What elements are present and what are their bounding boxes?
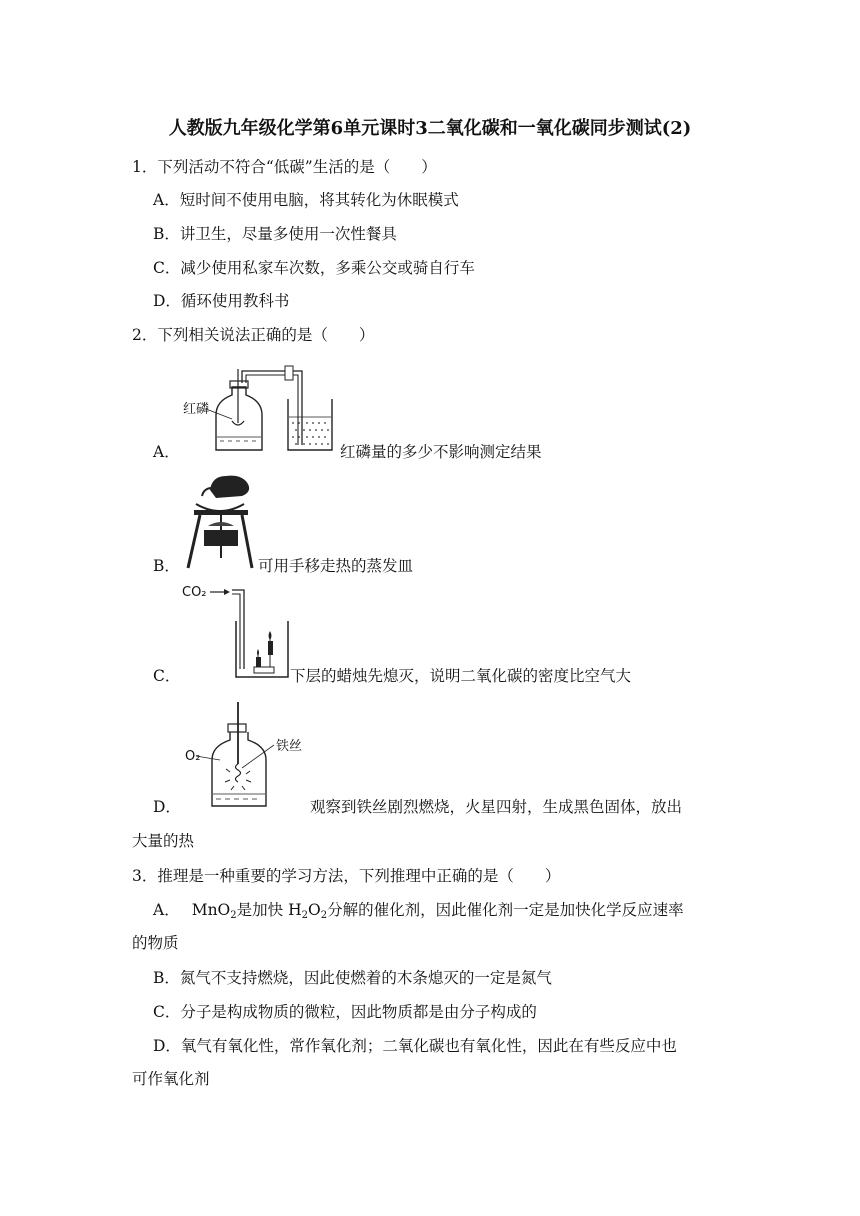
iron-wire-label: 铁丝 <box>276 739 303 754</box>
option-a-mid: 是加快 H <box>236 901 302 919</box>
question-1-stem: 1．下列活动不符合“低碳”生活的是（ ） <box>132 158 437 176</box>
question-3-option-d-continued: 可作氧化剂 <box>132 1070 210 1088</box>
question-3-stem: 3．推理是一种重要的学习方法，下列推理中正确的是（ ） <box>132 867 561 885</box>
question-2-option-d-letter: D． <box>153 798 181 816</box>
question-2-option-c-letter: C． <box>153 667 181 685</box>
question-1-option-a: A．短时间不使用电脑，将其转化为休眠模式 <box>153 191 459 209</box>
question-3-option-b: B．氮气不支持燃烧，因此使燃着的木条熄灭的一定是氮气 <box>153 969 552 987</box>
question-2-option-c-text: 下层的蜡烛先熄灭，说明二氧化碳的密度比空气大 <box>290 667 632 685</box>
question-3-option-a-continued: 的物质 <box>132 934 179 952</box>
question-3-option-c: C．分子是构成物质的微粒，因此物质都是由分子构成的 <box>153 1003 537 1021</box>
option-a-rest: 分解的催化剂，因此催化剂一定是加快化学反应速率 <box>327 901 684 919</box>
question-2-option-d-text: 观察到铁丝剧烈燃烧，火星四射，生成黑色固体，放出 <box>310 798 683 816</box>
question-2-stem: 2．下列相关说法正确的是（ ） <box>132 326 375 344</box>
question-2-option-a-letter: A． <box>153 443 180 461</box>
question-1-option-d: D．循环使用教科书 <box>153 292 290 310</box>
question-1-option-b: B．讲卫生，尽量多使用一次性餐具 <box>153 225 397 243</box>
hand-evaporating-dish-figure <box>182 470 258 574</box>
iron-wire-oxygen-figure <box>180 698 310 810</box>
question-3-option-a: A． MnO$_2$是加快 $H_2O_2$分解的催化剂，因此催化剂一定是加快化学反应速率 <box>153 901 684 921</box>
question-2-option-b-text: 可用手移走热的蒸发皿 <box>258 557 414 575</box>
o2-label: O₂ <box>185 749 201 764</box>
question-2-option-d-text-continued: 大量的热 <box>132 832 195 850</box>
red-phosphorus-label: 红磷 <box>183 402 210 417</box>
co2-label: CO₂ <box>182 585 207 600</box>
question-1-option-c: C．减少使用私家车次数，多乘公交或骑自行车 <box>153 259 475 277</box>
question-2-option-a-text: 红磷量的多少不影响测定结果 <box>340 443 542 461</box>
question-2-option-b-letter: B． <box>153 557 180 575</box>
question-3-option-d: D．氧气有氧化性，常作氧化剂；二氧化碳也有氧化性，因此在有些反应中也 <box>153 1037 677 1055</box>
page-title: 人教版九年级化学第6单元课时3二氧化碳和一氧化碳同步测试(2) <box>168 118 692 139</box>
red-phosphorus-apparatus-figure <box>180 355 340 455</box>
option-a-letter: A． <box>153 901 180 919</box>
mno2-formula: MnO$_2$ <box>191 901 237 921</box>
co2-candle-beaker-figure <box>180 583 290 681</box>
